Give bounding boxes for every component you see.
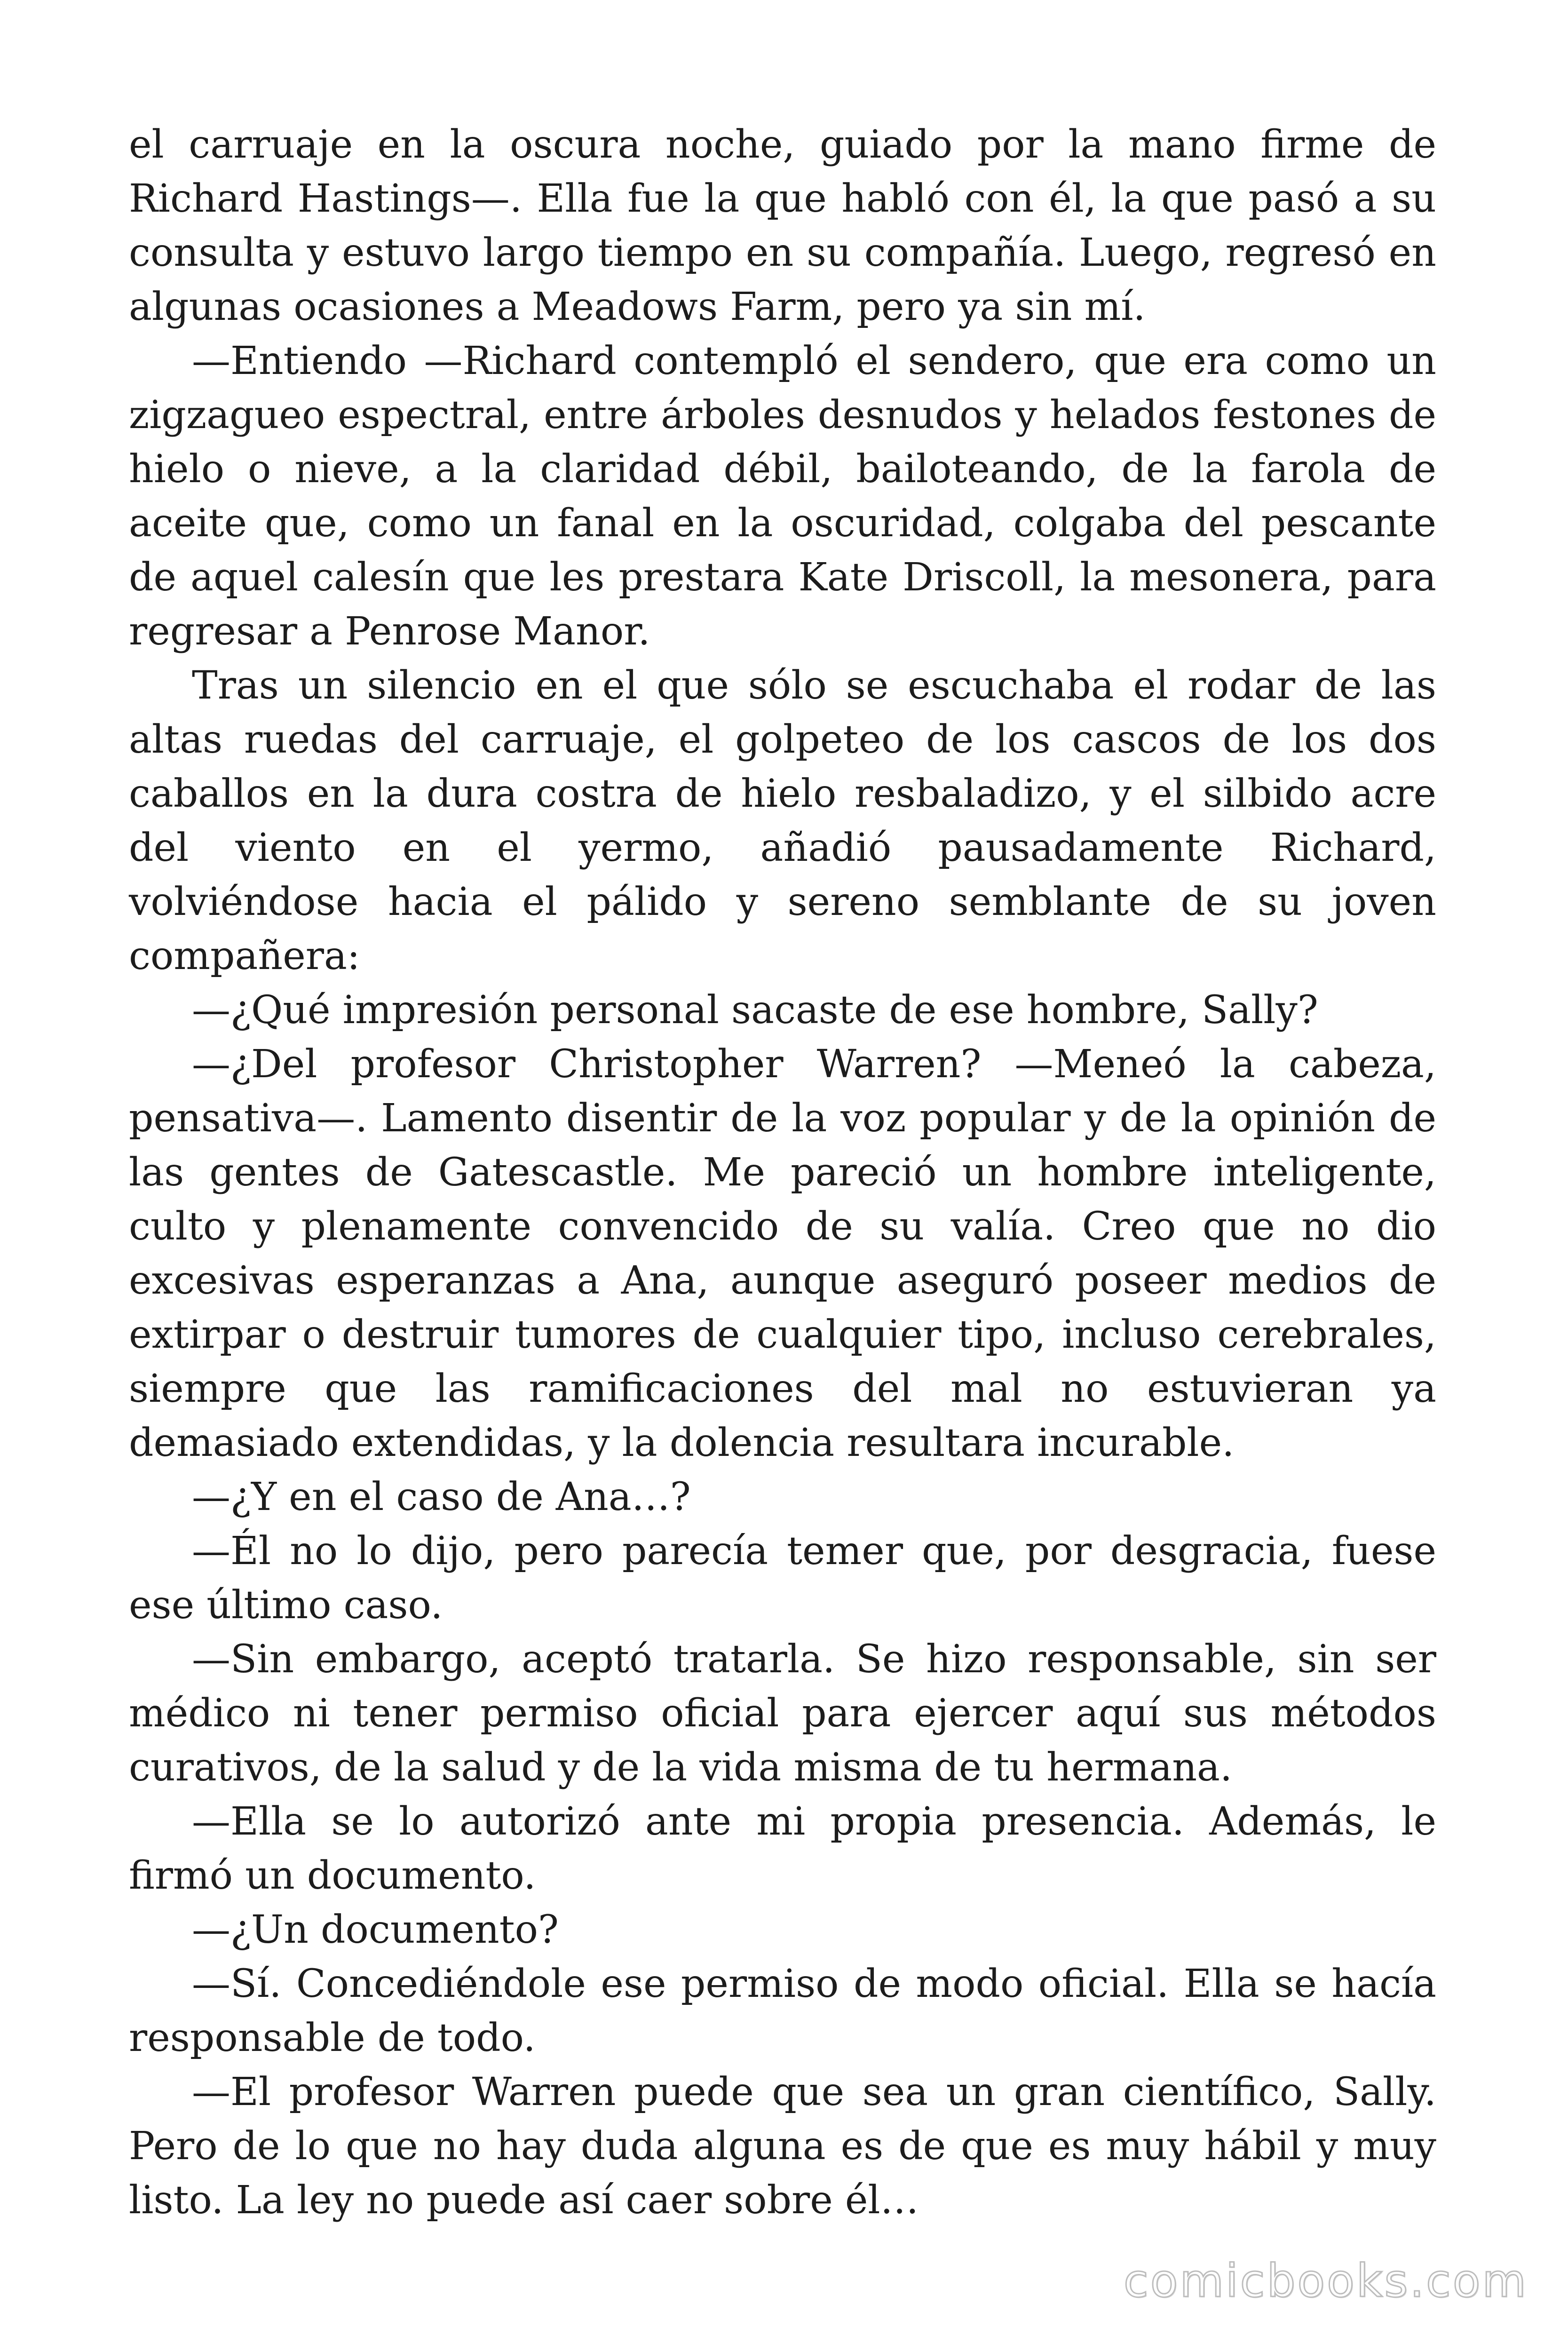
paragraph-7: —Él no lo dijo, pero parecía temer que, por desgracia, fuese ese último caso. bbox=[129, 1529, 1436, 1628]
page-body bbox=[129, 118, 1436, 2227]
paragraph-3: Tras un silencio en el que sólo se escuchaba el rodar de las altas ruedas del carruaje, el golpeteo de los cascos de los dos caballos en la dura costra de hielo resbaladizo, y el silbido acre del viento en el yermo, añadió pausadamente Richard, volviéndose hacia el pálido y sereno semblante de su joven compañera: bbox=[129, 663, 1436, 978]
watermark: comicbooks.com bbox=[1123, 2255, 1528, 2307]
paragraph-5: —¿Del profesor Christopher Warren? —Meneó la cabeza, pensativa—. Lamento disentir de la voz popular y de la opinión de las gentes de Gatescastle. Me pareció un hombre inteligente, culto y plenamente convencido de su valía. Creo que no dio excesivas esperanzas a Ana, aunque aseguró poseer medios de extirpar o destruir tumores de cualquier tipo, incluso cerebrales, siempre que las ramificaciones del mal no estuvieran ya demasiado extendidas, y la dolencia resultara incurable. bbox=[129, 1042, 1436, 1465]
paragraph-8: —Sin embargo, aceptó tratarla. Se hizo responsable, sin ser médico ni tener permiso oficial para ejercer aquí sus métodos curativos, de la salud y de la vida misma de tu hermana. bbox=[129, 1637, 1436, 1790]
paragraph-9: —Ella se lo autorizó ante mi propia presencia. Además, le firmó un documento. bbox=[129, 1799, 1436, 1898]
paragraph-12: —El profesor Warren puede que sea un gran científico, Sally. Pero de lo que no hay duda alguna es de que es muy hábil y muy listo. La ley no puede así caer sobre él… bbox=[129, 2070, 1436, 2223]
paragraph-2: —Entiendo —Richard contempló el sendero, que era como un zigzagueo espectral, entre árboles desnudos y helados festones de hielo o nieve, a la claridad débil, bailoteando, de la farola de aceite que, como un fanal en la oscuridad, colgaba del pescante de aquel calesín que les prestara Kate Driscoll, la mesonera, para regresar a Penrose Manor. bbox=[129, 339, 1436, 654]
paragraph-6: —¿Y en el caso de Ana…? bbox=[192, 1475, 691, 1519]
paragraph-1: el carruaje en la oscura noche, guiado por la mano firme de Richard Hastings—. Ella fue la que habló con él, la que pasó a su consulta y estuvo largo tiempo en su compañía. Luego, regresó en algunas ocasiones a Meadows Farm, pero ya sin mí. bbox=[129, 122, 1436, 329]
paragraph-10: —¿Un documento? bbox=[192, 1907, 559, 1952]
paragraph-11: —Sí. Concediéndole ese permiso de modo oficial. Ella se hacía responsable de todo. bbox=[129, 1962, 1436, 2060]
paragraph-4: —¿Qué impresión personal sacaste de ese hombre, Sally? bbox=[192, 988, 1318, 1033]
